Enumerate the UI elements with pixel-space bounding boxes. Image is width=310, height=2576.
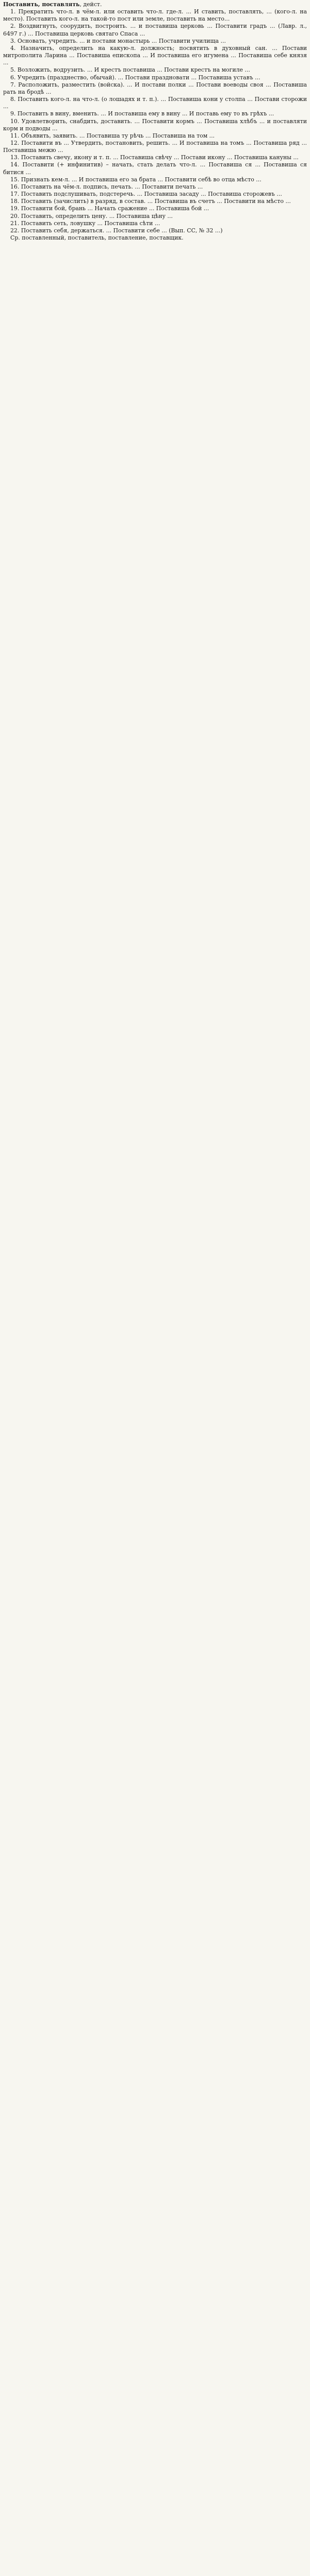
sense-20: 20. Поставить, определить цену. ... Поставиша цѣну ... — [10, 212, 173, 219]
sense-2: 2. Воздвигнуть, соорудить, построить. ... и поставиша церковь ... Поставити градъ ... (Лавр. л., 6497 г.) ... Поставиша церковь святаго Спаса ... — [3, 23, 307, 37]
sense-16: 16. Поставить на чём-л. подпись, печать. ... Поставити печать ... — [10, 183, 203, 190]
sense-14: 14. Поставити (+ инфинитив) – начать, стать делать что-л. ... Поставиша ся ... Поставиша ся битися ... — [3, 161, 307, 176]
sense-15: 15. Признать кем-л. ... И поставиша его за брата ... Поставити себѣ во отца мѣсто ... — [10, 176, 262, 183]
sense-10: 10. Удовлетворить, снабдить, доставить. ... Поставити кормъ ... Поставиша хлѣбъ ... и поставляти корм и подводы ... — [3, 117, 307, 132]
sense-19: 19. Поставити бой, брань ... Начать сражение ... Поставиша бой ... — [10, 205, 209, 212]
sense-5: 5. Возложить, водрузить. ... И крестъ поставиша ... Постави крестъ на могиле ... — [10, 66, 250, 74]
sense-17: 17. Поставить подслушивать, подстеречь. ... Поставиша засаду ... Поставиша сторожевъ ... — [10, 191, 282, 198]
sense-12: 12. Поставити въ ... Утвердить, постановить, решить. ... И поставиша на томъ ... Поставиша ряд ... Поставиша межю ... — [3, 139, 307, 154]
entry-headword: Поставить, поставлять — [3, 1, 80, 8]
sense-3: 3. Основать, учредить. ... и постави монастырь ... Поставити училища ... — [10, 37, 226, 44]
entry-pos: дейст. — [83, 1, 102, 8]
sense-18: 18. Поставить (зачислить) в разряд, в состав. ... Поставиша въ счетъ ... Поставити на мѣсто ... — [10, 198, 291, 205]
sense-7: 7. Расположить, разместить (войска). ... И постави полки ... Постави воеводы своя ... Поставиша рать на бродѣ ... — [3, 81, 307, 95]
sense-22: 22. Поставить себя, держаться. ... Поставити себе ... (Вып. СС, № 32 ...) — [10, 227, 223, 234]
sense-4: 4. Назначить, определить на какую-л. должность; посвятить в духовный сан. ... Постави митрополита Ларина ... Поставиша епископа ... И поставиша его игумена ... Поставиша себе князя ... — [3, 44, 307, 66]
sense-6: 6. Учредить (празднество, обычай). ... Постави праздновати ... Поставиша уставъ ... — [10, 74, 260, 81]
sense-11: 11. Объявить, заявить. ... Поставиша ту рѣчь ... Поставиша на том ... — [10, 132, 215, 139]
sense-13: 13. Поставить свечу, икону и т. п. ... Поставиша свѣчу ... Постави икону ... Поставиша кануны ... — [10, 154, 299, 161]
sense-8: 8. Поставить кого-л. на что-л. (о лошадях и т. п.). ... Поставиша кони у столпа ... Постави сторожи ... — [3, 96, 307, 110]
entry-closing: Ср. поставленный, поставитель, поставление, поставщик. — [10, 234, 184, 241]
entry-heading-paragraph: Поставить, поставлять, дейст. — [3, 1, 102, 8]
sense-1: 1. Прекратить что-л. в чём-л. или оставить что-л. где-л. ... И ставить, поставлять, ... (кого-л. на место). Поставить кого-л. на такой-то пост или земле, поставить на место... — [3, 8, 307, 23]
sense-21: 21. Поставить сеть, ловушку ... Поставиша сѣти ... — [10, 219, 160, 227]
sense-9: 9. Поставить в вину, вменить. ... И поставиша ему в вину ... И поставь ему то въ грѣхъ ... — [10, 110, 274, 117]
